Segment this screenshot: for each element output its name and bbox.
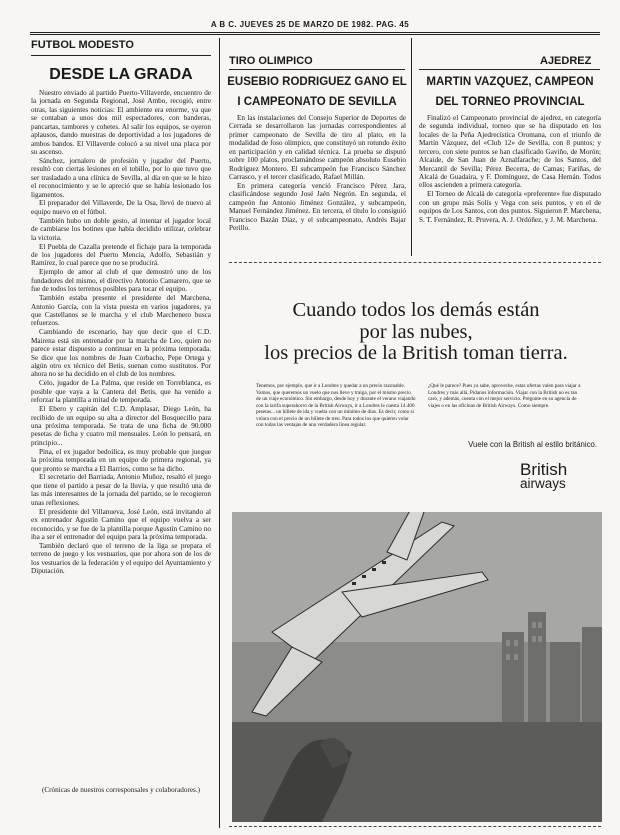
header-rule-2 [30,34,600,35]
ad-headline-line-1: Cuando todos los demás están [292,299,540,321]
ad-slogan: Vuele con la British al estilo británico. [468,440,597,449]
brand-word-2: airways [520,476,566,492]
headline-eusebio: EUSEBIO RODRIGUEZ GANO EL I CAMPEONATO DE SEVILLA [227,76,407,108]
credit-text: (Crónicas de nuestros corresponsales y colaboradores.) [41,786,201,794]
ad-headline-line-3: los precios de la British toman tierra. [264,342,568,365]
headline-desde-la-grada: DESDE LA GRADA [49,66,193,83]
paragraph: El presidente del Villanueva, José León, está invitando al ex entrenador Agustín Camino que el equipo vuelva a ser reconocido, y se fue de la plantilla porque Agustín Camino no iba a ser el entrenador del equipo para la próxima temporada. [31,507,211,541]
article-credit [31,786,211,810]
page-header: A B C. JUEVES 25 DE MARZO DE 1982. PAG. 45 [210,20,410,29]
section-rule-1 [31,55,211,56]
paragraph: El preparador del Villaverde, De la Osa, llevó de nuevo al equipo nuevo en el fútbol. [31,199,211,216]
paragraph: También hubo un doble gesto, al intentar el jugador local de cambiarse los botines que había decidido utilizar, celebrar la victoria. [31,216,211,242]
section-rule-2 [229,69,405,70]
paragraph: Ejemplo de amor al club el que demostró uno de los fundadores del mismo, el directivo Antonio Camarero, que se fue de todos los terrenos posibles para tocar el equipo. [31,268,211,294]
brand-word-1: British [520,460,568,479]
airplane-photo [232,512,602,822]
paragraph: Sánchez, jornalero de profesión y jugador del Puerto, resultó con ciertas lesiones en el tobillo, por lo que tuvo que ser trasladado a una clínica de Sevilla, al día en que se le hizo el reconocimiento y se le apreció que se había lesionado los ligamentos. [31,156,211,199]
ad-bottom-rule [229,826,601,828]
paragraph: Finalizó el Campeonato provincial de ajedrez, en categoría de segunda individual, torneo que se ha disputado en los locales de la Peña Ajedrecística Oromana, con el triunfo de Martín Vázquez, del «Club 12» de Sevilla, con 8 puntos; y tercero, con siete puntos se han clasificado Gaviño, de Morón; Alcaide, de San Juan de Aznalfarache; de los Santos, del Mercantil de Sevilla; Pérez Becerra, de Camas; Fariñas, de Alcalá de Guadaira, y F. Domínguez, de Casa Hernán. Todos ellos ascienden a primera categoría. [419,114,601,190]
section-label-tiro: TIRO OLIMPICO [229,55,313,67]
paragraph: El Ebero y capitán del C.D. Amplasar, Diego León, ha recibido de un equipo su alta a director del Bosquecillo para una próxima temporada. Se trata de una ficha de 90.000 pesetas de ficha y cuatro mil mensuales. León lo pensará, en principio... [31,405,211,447]
paragraph: En primera categoría venció Francisco Pérez Jara, clasificándose segundo José Jaén Negrón. En segunda, el campeón fue Antonio Jiménez González, y subcampeón, Manuel Fernández Jiménez. En tercera, el título lo consiguió Francisco Bazán Díaz, y el subcampeonato, Andrés Bajar Perillo. [229,181,406,232]
paragraph: Cambiando de escenario, hay que decir que el C.D. Mairena está sin entrenador por la marcha de Leo, quien no parece estar dispuesto a continuar en la próxima temporada. Se dice que los nombres de Juan Corbacho, Pepe Ortega y algún otro ex técnico del Betis, suenan como sustitutos. Por ahora no se ha decidido en el club de los nombres. [31,328,211,379]
ad-headline-line-2: por las nubes, [359,320,473,343]
paragraph: También declaró que el terreno de la liga se prepara el terreno de juego y los vestuarios, que por ahora son de los de los vestuarios de la federación y el equipo del Ayuntamiento y Diputación. [31,541,211,576]
brand-logo-british-airways [520,462,600,491]
paragraph: El secretario del Barriada, Antonio Muñoz, resaltó el juego que tiene el partido a pesar de la lluvia, y que resultó una de las más interesantes de la jornada del partido, se le recogieron unas reflexiones. [31,473,211,507]
paragraph: También estaba presente el presidente del Marchena, Antonio García, con la vista puesta en varios jugadores, ya que Castellanos se le marcha y el club Marchenero busca refuerzos. [31,294,211,328]
column-divider-1 [219,38,220,828]
paragraph: El Puebla de Cazalla pretende el fichaje para la temporada de los jugadores del Puerto Mencia, Adolfo, Sebastián y Ramírez, lo cual parece que no se producirá. [31,242,211,268]
paragraph: Nuestro enviado al partido Puerto-Villaverde, encuentro de la jornada en Segunda Regional, José Ambo, recogió, entre otras, las siguientes noticias: El ambiente era enorme, ya que se contaban a unos dos mil espectadores, con banderas, pancartas, tambores y cohetes. Al salir los equipos, se oyeron aplausos, dando muestras de deportividad a los jugadores de ambos bandos. El Villaverde colocó a su nivel una placa por su ascenso. [31,89,211,156]
article-body-tiro [229,114,406,256]
article-body-futbol [31,89,211,781]
paragraph: El Torneo de Alcalá de categoría «preferente» fue disputado con un grupo más Solís y Vega con seis puntos, y en el de equipos de Los Santos, con dos puntos. Siguieron P. Marchena, S. T. Fernández, R. Pruvera, A. J. Ordóñez, y J. M. Marchena. [419,190,601,224]
column-divider-2 [411,38,412,256]
ad-headline [231,300,601,365]
section-label-futbol: FUTBOL MODESTO [31,39,134,51]
section-rule-3 [419,69,600,70]
ad-body-left: Tenemos, por ejemplo, que ir a Londres y quedar a un precio razonable. Vamos, que queremos un vuelo que nos lleve y traiga, por el mismo precio de un viaje económico. Sin embargo, desde hoy y durante el verano viajando con la tarifa superahorro de la British Airways, ir a Londres le cuesta 14.400 pesetas... un billete de ida y vuelta con un mínimo de días. Es decir, como si volara con el precio de un billete de tren. Para todos los que quieren volar con todas las ventajas de una verdadera línea regular. [256,383,416,428]
paragraph: En las instalaciones del Consejo Superior de Deportes de Cerrada se desarrollaron las jornadas correspondientes al primer campeonato de Sevilla de tiro al plato, en la modalidad de foso olímpico, que constituyó un rotundo éxito en participación y en calidad técnica. La prueba se disputó sobre 100 platos, proclamándose campeón absoluto Eusebio Rodríguez Montero. El subcampeón fue Francisco Sánchez Carrasco, y el tercer clasificado, Rafael Millán. [229,114,406,181]
section-label-ajedrez: AJEDREZ [540,55,592,67]
ad-body-right: ¿Qué le parece? Pues ya sabe, aproveche, estas ofertas valen para viajar a Londres y más allá. Pídanos información. Viajar con la British no es tan caro, y además, cuenta con el mejor servicio. Pregunte en su agencia de viajes o en las oficinas de British Airways. Como siempre. [428,383,581,409]
ad-top-rule [229,262,601,264]
headline-martin-vazquez: MARTIN VAZQUEZ, CAMPEON DEL TORNEO PROVINCIAL [426,76,594,108]
article-body-ajedrez [419,114,601,256]
paragraph: Celo, jugador de La Palma, que reside en Torreblanca, es posible que vaya a la Cantera del Betis, que ha venido a reforzar la plantilla a mitad de temporada. [31,379,211,405]
airplane-photo-drawing [232,512,602,822]
header-rule [30,32,600,33]
paragraph: Pina, el ex jugador bedoilica, es muy probable que juegue la próxima temporada en un equipo de primera regional, ya que pronto se marcha a El Barrios, como se ha dicho. [31,447,211,473]
